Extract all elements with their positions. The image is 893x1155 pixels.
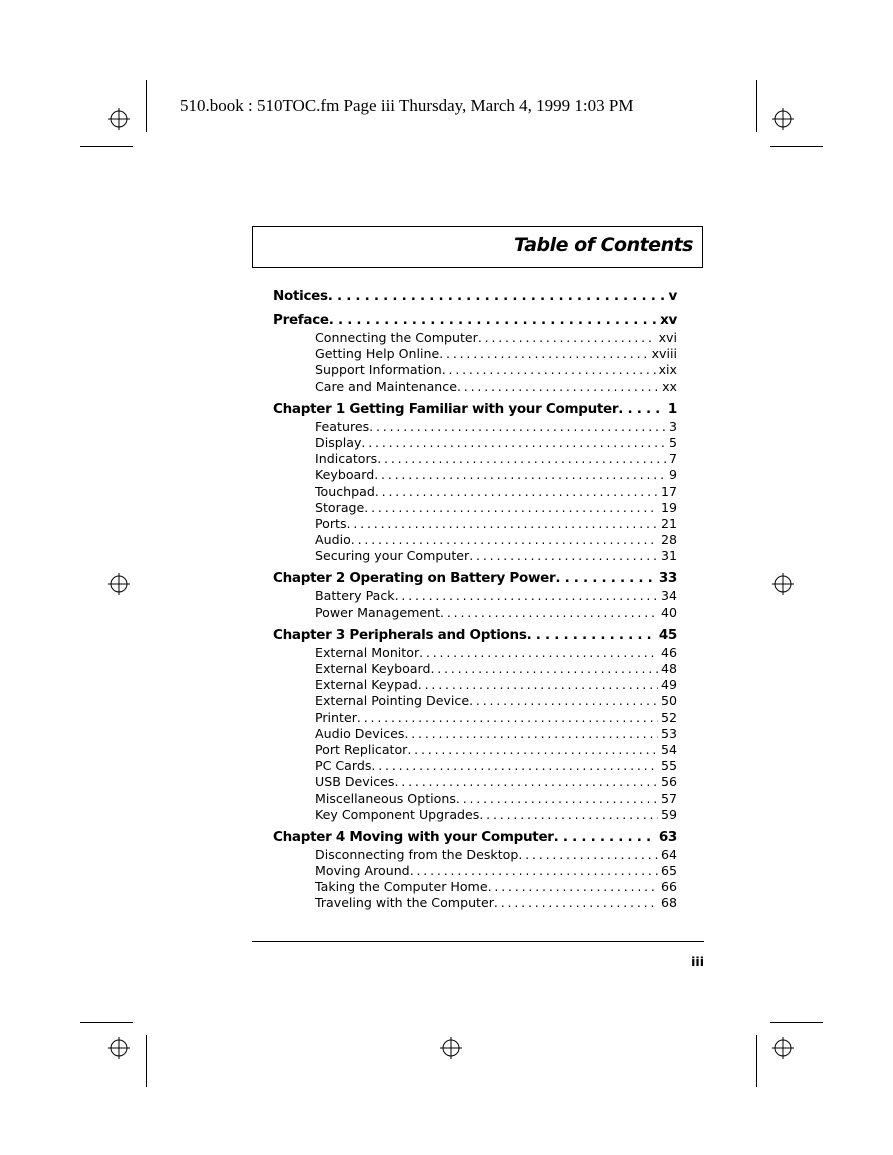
dot-leader <box>377 451 666 467</box>
toc-entry-row[interactable] <box>273 726 677 742</box>
toc-chapter-row-label: Chapter 2 Operating on Battery Power <box>273 570 556 587</box>
toc-entry-row-page: 17 <box>660 483 677 499</box>
toc-chapter-row-label: Chapter 4 Moving with your Computer <box>273 828 554 845</box>
toc-entry-row-page: xix <box>658 362 677 378</box>
toc-entry-row-page: 46 <box>660 644 677 660</box>
dot-leader <box>369 419 666 435</box>
toc-chapter-row-page: 63 <box>658 828 677 845</box>
toc-chapter-row-label: Chapter 1 Getting Familiar with your Computer <box>273 400 619 417</box>
toc-section <box>273 827 677 912</box>
toc-entry-row-page: 55 <box>660 758 677 774</box>
toc-entry-row-page: xx <box>662 378 677 394</box>
dot-leader <box>469 693 658 709</box>
dot-leader <box>442 362 656 378</box>
dot-leader <box>469 548 658 564</box>
toc-entry-row[interactable] <box>273 758 677 774</box>
toc-entry-row[interactable] <box>273 548 677 564</box>
toc-entry-row-label: Connecting the Computer <box>315 330 478 345</box>
toc-entry-row[interactable] <box>273 605 677 621</box>
toc-entry-row[interactable] <box>273 879 677 895</box>
dot-leader <box>430 661 658 677</box>
toc-entry-row[interactable] <box>273 500 677 516</box>
toc-entry-row[interactable] <box>273 693 677 709</box>
toc-entry-row[interactable] <box>273 330 677 346</box>
toc-chapter-row-page: 33 <box>658 570 677 587</box>
toc-entry-row[interactable] <box>273 710 677 726</box>
toc-entry-row[interactable] <box>273 346 677 362</box>
toc-entry-row[interactable] <box>273 661 677 677</box>
toc-entry-row-page: 9 <box>668 467 677 483</box>
toc-section <box>273 310 677 395</box>
toc-entry-row-page: 49 <box>660 677 677 693</box>
toc-entry-row[interactable] <box>273 588 677 604</box>
print-header: 510.book : 510TOC.fm Page iii Thursday, March 4, 1999 1:03 PM <box>180 96 634 115</box>
toc-chapter-row[interactable] <box>273 827 677 847</box>
toc-entry-row-label: Moving Around <box>315 863 410 879</box>
toc-entry-row-label: Getting Help Online <box>315 346 440 362</box>
toc-entry-row-label: Support Information <box>315 362 442 378</box>
registration-mark-icon <box>440 1037 462 1059</box>
toc-entry-row-page: 59 <box>660 806 677 822</box>
dot-leader <box>347 516 658 532</box>
toc-entry-row-label: Miscellaneous Options <box>315 790 456 806</box>
toc-entry-row-page: 31 <box>660 548 677 564</box>
toc-section <box>273 286 677 306</box>
dot-leader <box>618 399 665 419</box>
toc-entry-row-page: 56 <box>660 774 677 790</box>
toc-entry-row-label: Audio Devices <box>315 725 405 741</box>
dot-leader <box>375 484 658 500</box>
crop-mark-bottom-left-vertical <box>146 1035 147 1087</box>
toc-section <box>273 568 677 620</box>
toc-entry-row-page: 21 <box>660 515 677 531</box>
toc-entry-row[interactable] <box>273 484 677 500</box>
dot-leader <box>488 879 658 895</box>
toc-entry-row-label: USB Devices <box>315 774 395 790</box>
dot-leader <box>407 742 658 758</box>
toc-entry-row-page: xviii <box>651 346 677 362</box>
toc-entry-row-label: External Keyboard <box>315 661 431 676</box>
page-title: Table of Contents <box>514 234 693 256</box>
toc-entry-row-page: 34 <box>660 588 677 604</box>
title-box <box>252 226 703 268</box>
registration-mark-icon <box>772 573 794 595</box>
toc-entry-row[interactable] <box>273 419 677 435</box>
dot-leader <box>395 774 658 790</box>
toc-entry-row-label: Storage <box>315 499 365 515</box>
toc-entry-row[interactable] <box>273 791 677 807</box>
toc-entry-row[interactable] <box>273 863 677 879</box>
dot-leader <box>478 330 656 346</box>
toc-entry-row-page: 65 <box>660 863 677 879</box>
footer-rule <box>252 941 704 942</box>
toc-entry-row[interactable] <box>273 645 677 661</box>
dot-leader <box>418 677 658 693</box>
toc-entry-row[interactable] <box>273 362 677 378</box>
crop-mark-top-right-vertical <box>756 80 757 132</box>
crop-mark-top-left-horizontal <box>80 146 133 147</box>
toc-entry-row-label: Battery Pack <box>315 588 395 604</box>
toc-entry-row[interactable] <box>273 895 677 911</box>
toc-entry-row-label: Ports <box>315 515 347 531</box>
toc-entry-row-page: xvi <box>658 330 677 345</box>
toc-entry-row-label: Display <box>315 434 362 450</box>
toc-entry-row-label: Features <box>315 418 370 434</box>
toc-entry-row-page: 3 <box>668 418 677 434</box>
dot-leader <box>357 710 658 726</box>
toc-entry-row[interactable] <box>273 847 677 863</box>
dot-leader <box>554 827 656 847</box>
dot-leader <box>479 807 658 823</box>
registration-mark-icon <box>108 573 130 595</box>
toc-entry-row-page: 57 <box>660 790 677 806</box>
toc-entry-row-page: 19 <box>660 499 677 515</box>
dot-leader <box>518 847 658 863</box>
crop-mark-bottom-right-horizontal <box>770 1022 823 1023</box>
toc-section <box>273 625 677 823</box>
toc-entry-row[interactable] <box>273 742 677 758</box>
toc-chapter-row-page: xv <box>660 312 677 328</box>
toc-entry-row[interactable] <box>273 807 677 823</box>
toc-entry-row[interactable] <box>273 379 677 395</box>
dot-leader <box>364 500 658 516</box>
toc-entry-row-page: 5 <box>668 434 677 450</box>
toc-chapter-row-label: Notices <box>273 288 328 304</box>
toc-entry-row[interactable] <box>273 516 677 532</box>
toc-entry-row-label: Audio <box>315 532 351 548</box>
toc-entry-row[interactable] <box>273 774 677 790</box>
registration-mark-icon <box>108 1037 130 1059</box>
toc-entry-row[interactable] <box>273 451 677 467</box>
toc-entry-row-page: 68 <box>660 895 677 911</box>
crop-mark-top-left-vertical <box>146 80 147 132</box>
toc-entry-row[interactable] <box>273 677 677 693</box>
toc-chapter-row[interactable] <box>273 286 677 306</box>
crop-mark-top-right-horizontal <box>770 146 823 147</box>
toc-entry-row-label: Power Management <box>315 604 441 620</box>
toc-entry-row-label: Touchpad <box>315 483 375 499</box>
toc-entry-row-label: External Keypad <box>315 677 418 693</box>
toc-entry-row-label: Port Replicator <box>315 741 408 757</box>
toc-entry-row-page: 66 <box>660 879 677 895</box>
toc-chapter-row[interactable] <box>273 399 677 419</box>
toc-entry-row[interactable] <box>273 435 677 451</box>
toc-chapter-row[interactable] <box>273 625 677 645</box>
dot-leader <box>328 286 666 306</box>
dot-leader <box>374 467 666 483</box>
toc-entry-row-page: 54 <box>660 741 677 757</box>
toc-entry-row-label: Key Component Upgrades <box>315 806 480 822</box>
dot-leader <box>440 605 658 621</box>
toc-entry-row-label: Securing your Computer <box>315 548 470 564</box>
toc-chapter-row-page: 1 <box>667 400 677 417</box>
page-number: iii <box>691 954 704 969</box>
toc-section <box>273 399 677 565</box>
dot-leader <box>527 625 656 645</box>
toc-chapter-row-label: Preface <box>273 312 329 328</box>
toc-entry-row-page: 64 <box>660 846 677 862</box>
toc-chapter-row-page: v <box>668 288 677 304</box>
toc-entry-row-page: 28 <box>660 532 677 548</box>
toc-entry-row-label: External Pointing Device <box>315 693 470 709</box>
toc-entry-row-label: External Monitor <box>315 644 420 660</box>
registration-mark-icon <box>772 1037 794 1059</box>
dot-leader <box>361 435 666 451</box>
toc-chapter-row-label: Chapter 3 Peripherals and Options <box>273 626 527 643</box>
toc-entry-row-label: Care and Maintenance <box>315 378 457 394</box>
toc-entry-row-page: 50 <box>660 693 677 709</box>
dot-leader <box>494 895 658 911</box>
dot-leader <box>404 726 658 742</box>
toc-chapter-row-page: 45 <box>658 626 677 643</box>
dot-leader <box>395 588 658 604</box>
toc-chapter-row[interactable] <box>273 568 677 588</box>
dot-leader <box>410 863 658 879</box>
toc-chapter-row[interactable] <box>273 310 677 330</box>
registration-mark-icon <box>772 108 794 130</box>
toc-entry-row[interactable] <box>273 467 677 483</box>
dot-leader <box>457 379 659 395</box>
toc-entry-row[interactable] <box>273 532 677 548</box>
toc-entry-row-page: 52 <box>660 709 677 725</box>
dot-leader <box>439 346 648 362</box>
toc-entry-row-page: 40 <box>660 604 677 620</box>
crop-mark-bottom-right-vertical <box>756 1035 757 1087</box>
toc-entry-row-page: 7 <box>668 451 677 467</box>
toc-entry-row-page: 48 <box>660 661 677 676</box>
crop-mark-bottom-left-horizontal <box>80 1022 133 1023</box>
toc-entry-row-label: Indicators <box>315 451 378 467</box>
toc-entry-row-label: Disconnecting from the Desktop <box>315 846 519 862</box>
toc-entry-row-page: 53 <box>660 725 677 741</box>
registration-mark-icon <box>108 108 130 130</box>
dot-leader <box>555 568 655 588</box>
toc-entry-row-label: Taking the Computer Home <box>315 879 488 895</box>
dot-leader <box>351 532 658 548</box>
toc-entry-row-label: PC Cards <box>315 758 372 774</box>
toc-entry-row-label: Printer <box>315 709 357 725</box>
dot-leader <box>419 645 658 661</box>
toc-entry-row-label: Keyboard <box>315 467 375 483</box>
table-of-contents <box>273 286 677 916</box>
dot-leader <box>371 758 658 774</box>
dot-leader <box>329 310 657 330</box>
dot-leader <box>456 791 658 807</box>
toc-entry-row-label: Traveling with the Computer <box>315 895 494 911</box>
